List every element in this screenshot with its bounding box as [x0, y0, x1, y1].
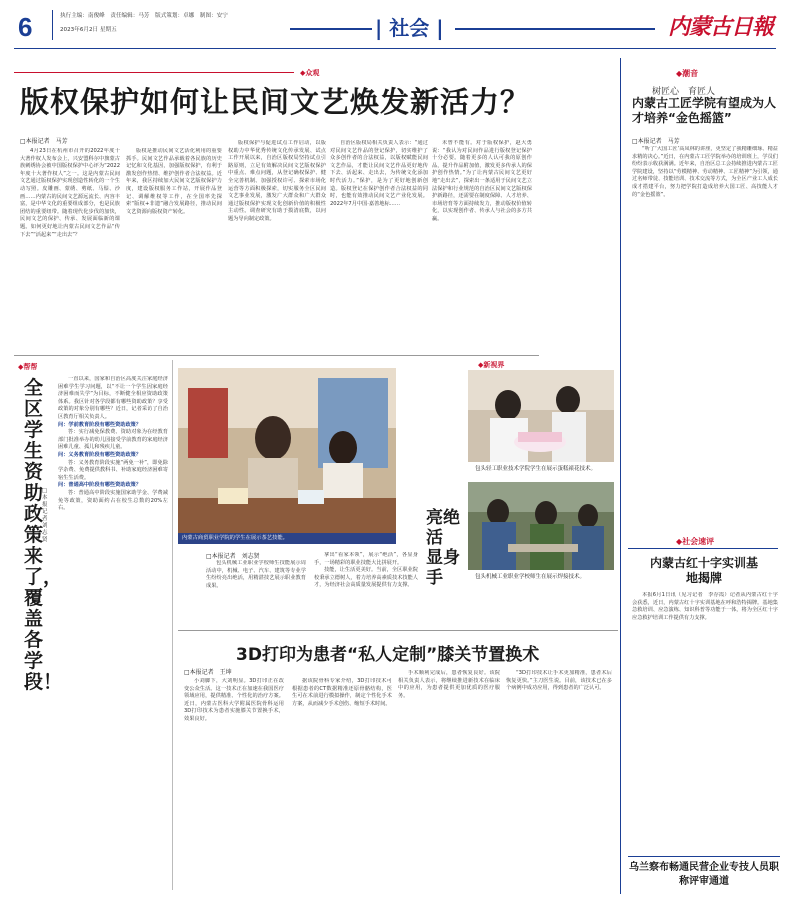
craftsman-headline: 内蒙古工匠学院有望成为人才培养“金色摇篮” — [632, 96, 777, 125]
lead-byline: □本报记者 马芳 — [20, 138, 68, 145]
help-a1: 答：实行减免保教费、资助对象为在经教育部门批准举办的幼儿园接受学前教育的家庭经济困难儿童、孤儿和残疾儿童。 — [58, 429, 168, 451]
lead-kicker — [300, 68, 319, 78]
help-byline: □本报记者 刘志贤 — [42, 488, 54, 543]
photo-headline: 亮绝活 显身手 — [426, 508, 460, 588]
lead-col-4-text: 自治区版权局相关负责人表示：“通过对民间文艺作品的登记保护，切实维护了众多创作者的合法权益，以版权赋能民间文艺作品，才能让民间文艺作品更好地传下去、活起来、走出去，为传统文化添加时代活力。”保护，是为了更好地创新创造。版权登记在保护创作者合法权益的同时，也能有效推动民间文艺产业化发展。2022年7月中国·嘉善地标…… — [330, 140, 428, 207]
printing-col-2-text: 据该院骨科专家介绍，3D打印技术可根据患者的CT数据精准还原骨骼结构，医生可在术前进行模拟操作，制定个性化手术方案，从而减少手术创伤、缩短手术时间。 — [292, 678, 392, 707]
help-kicker — [18, 362, 37, 372]
printing-col-2 — [292, 678, 392, 890]
diamond-kicker-icon: ◆ — [18, 363, 24, 371]
section-title — [375, 12, 444, 41]
printing-byline: □本报记者 王坤 — [184, 669, 232, 676]
photo-cake-image — [468, 370, 614, 462]
lead-kicker-rule — [14, 72, 294, 73]
masthead-divider — [52, 10, 53, 40]
red-cross-body-text: 本报6月1日讯（见习记者 李存霞）记者从内蒙古红十字会获悉，近日，内蒙古红十字实训基地在呼和浩特揭牌。基地集急救培训、应急演练、知识科普等功能于一体，将为全区红十字应急救护培训工作提供有力支撑。 — [632, 592, 778, 621]
diamond-kicker-icon: ◆ — [300, 69, 306, 77]
photo-cake-caption: 包头轻工职业技术学院学生在展示蛋糕裱花技术。 — [475, 466, 597, 472]
right-kicker-2 — [676, 536, 714, 547]
craftsman-byline: □本报记者 马芳 — [632, 138, 680, 145]
help-kicker-text: 帮帮 — [23, 363, 38, 371]
lead-col-3-text: 版权保护与促进试点工作启动，以版权助力中华优秀传统文化传承发展、试点工作开展以来，自治区版权局坚持试点引路原则，立足有效解决民间文艺版权保护中重点、难点问题，从登记确权保护、健全完善机制、加强授权许可、探索市场化运营等方面积极探索，切实服务全区民间文艺事业发展，激发广大群众和广大群众通过版权保护实现文化创新价值的积极性主动性。调查研究有助于摸清底数，以问题为导向制定政策。 — [228, 140, 326, 222]
red-cross-headline: 内蒙古红十字实训基地揭牌 — [649, 556, 758, 585]
diamond-kicker-icon: ◆ — [676, 537, 683, 546]
photo-byline: □本报记者 刘志贤 — [206, 553, 260, 560]
help-a2: 答：义务教育阶段实施“两免一补”，即免除学杂费、免费提供教科书、补助家庭经济困难寄宿生生活费。 — [58, 459, 168, 481]
right-kicker-1 — [676, 68, 698, 79]
photo-kicker-text: 新视界 — [483, 361, 505, 369]
photo-bottom-rule — [178, 630, 618, 631]
masthead-rule-left — [290, 28, 372, 30]
help-a3: 答：普通高中阶段实施国家助学金、学费减免等政策，资助面约占在校生总数的20%左右。 — [58, 489, 168, 512]
help-body — [58, 376, 168, 840]
issue-date: 2023年6月2日 星期五 — [60, 27, 117, 33]
help-q2: 问：义务教育阶段有哪些资助政策？ — [58, 451, 142, 458]
lead-headline: 版权保护如何让民间文艺焕发新活力？ — [20, 85, 531, 119]
printing-col-4 — [506, 670, 612, 890]
printing-col-3 — [398, 670, 500, 890]
help-intro: 一直以来，国家和自治区高度关注家庭经济困难学生学习问题，以“不让一个学生因家庭经济困难而失学”为目标，不断健全相应资助政策体系。我区针对各学段都有哪些资助政策？享受政策的对象分别有哪些？近日，记者采访了自治区教育厅相关负责人。 — [58, 376, 168, 420]
photo-text-2 — [314, 552, 418, 624]
lead-kicker-text: 众观 — [305, 69, 320, 77]
lead-col-5-text: 未曾不能有。对于版权保护，赵大勇说：“我认为对民间作品进行版权登记保护十分必要。随着更多的人认可我的原创作品，提升作品附加值，激发更多传承人的保护创作热情。”为了让内蒙古民间文艺更好地“走出去”，探索出一条适用于民间文艺立法保护和行业规范的自治区民间文艺版权保护新路径，还需要在制度保障、人才培养、市场培育等方面持续发力，推动版权价值转化，以实现创作者、传承人与社会的多方共赢。 — [432, 140, 532, 222]
diamond-kicker-icon: ◆ — [676, 69, 683, 78]
craftsman-subhead: 树匠心 育匠人 — [652, 87, 716, 97]
lead-col-5 — [432, 140, 532, 348]
help-headline: 全区学生资助政策来了，覆盖各学段！ — [24, 377, 63, 693]
help-divider — [172, 360, 173, 890]
lead-col-1 — [20, 148, 120, 348]
section-bar-icon: | — [375, 16, 390, 40]
paper-logo: 内蒙古日報 — [668, 14, 774, 40]
section-title-text: 社会 — [389, 16, 430, 40]
help-q1: 问：学前教育阶段有哪些资助政策？ — [58, 421, 142, 428]
footer-headline-box — [628, 856, 780, 893]
photo-tea-art-image — [178, 368, 396, 544]
section-bar-icon: | — [429, 16, 444, 40]
lead-col-4 — [330, 140, 428, 348]
right-column-divider — [620, 58, 621, 894]
photo-text-1 — [206, 560, 306, 624]
page-number: 6 — [18, 12, 33, 42]
help-q3: 问：普通高中阶段有哪些资助政策？ — [58, 482, 142, 489]
photo-text-3-p: 技能，让生活更美好。当前，全区职业院校秉承立德树人，着力培养高素质技术技能人才，为经济社会高质量发展提供有力支撑。 — [314, 567, 418, 589]
lead-col-2 — [126, 148, 222, 348]
craftsman-body-text: “听了‘大国工匠’高凤林的讲座，更坚定了我精雕细琢、精益求精的决心。”近日，在内蒙古工匠学院举办的培训班上，学员们纷纷表示收获满满。近年来，自治区总工会持续推进内蒙古工匠学院建设，坚持以“劳模精神、劳动精神、工匠精神”为引领，通过名师带徒、技能培训、技术交流等方式，为全区产业工人成长成才搭建平台，努力把学院打造成培养大国工匠、高技能人才的“金色摇篮”。 — [632, 146, 778, 198]
printing-col-1-text: 小刘脚下，大刘明显。3D打印正在改变公众生活。这一技术正在加速在我国医疗领域应用，提供精准、个性化的治疗方案。近日，内蒙古医科大学附属医院骨科运用3D打印技术为患者实施膝关节置换手术，效果良好。 — [184, 678, 284, 722]
lead-col-1-text: 4月23日在杭州市召开的2022年度十大著作权人发布会上，兴安盟科尔中旗蒙古族刺绣协会被中国版权保护中心评为“2022年度十大著作权人”之一。这是内蒙古民间文艺通过版权保护实现创造性转化的一个生动写照。皮雕画、蒙绣、剪纸、马鬃、沙画……内蒙古的民间文艺源远流长、内容丰富，是中华文化的重要组成部分，也是民族团结的重要纽带。随着现代化步伐的加快，民间文艺的保护、传承、发展面临新的课题。如何更好地让内蒙古民间文艺作品“传下去”“活起来”“走出去”？ — [20, 148, 120, 238]
right-kicker-1-text: 潮音 — [682, 69, 699, 78]
red-cross-body — [632, 592, 778, 848]
photo-kicker — [478, 360, 504, 370]
lead-col-2-text: 版权是推动民间文艺活化利用的重要抓手。民间文艺作品承载着各民族的历史记忆和文化基因，加强版权保护，有利于激发创作热情、维护创作者合法权益。近年来，我区持续加大民间文艺版权保护力度，建设版权服务工作站，开展作品登记、调解维权等工作，在全国率先探索“版权+非遗”融合发展路径，推动民间文艺资源向版权资产转化。 — [126, 148, 222, 215]
photo-tea-art — [178, 368, 396, 544]
diamond-kicker-icon: ◆ — [478, 361, 484, 369]
printing-col-4-text: “3D打印技术让手术更加精准，患者术后恢复更快。”主刀医生说。目前，该技术已在多个病例中成功应用，得到患者的广泛认可。 — [506, 670, 612, 692]
photo-text-2-p: 拿出“看家本领”，展示“绝活”，各显身手，一场精彩的职业技能大比拼展开。 — [314, 552, 418, 566]
craftsman-body — [632, 146, 778, 476]
lead-bottom-rule — [14, 355, 539, 356]
footer-headline: 乌兰察布畅通民营企业专技人员职称评审通道 — [629, 862, 779, 887]
printing-headline: 3D打印为患者“私人定制”膝关节置换术 — [236, 645, 540, 665]
printing-col-1 — [184, 678, 284, 890]
lead-col-3 — [228, 140, 326, 348]
photo-welding-caption: 包头机械工业职业学校师生在展示焊接技术。 — [475, 574, 586, 580]
right-kicker-2-rule — [628, 548, 778, 549]
masthead-rule-right — [455, 28, 655, 30]
printing-col-3-text: 手术顺利完成后，患者恢复良好。该院相关负责人表示，将继续推进新技术在临床中的应用，为患者提供更加优质的医疗服务。 — [398, 670, 500, 699]
photo-welding-image — [468, 482, 614, 570]
masthead — [0, 0, 790, 50]
photo-cake — [468, 370, 614, 462]
photo-tea-caption: 内蒙古商贸职业学院的学生在展示茶艺技能。 — [182, 535, 288, 541]
editors-line: 执行主编：南俊峰 责任编辑：马芳 版式策划：卓娜 制图：安宁 — [60, 13, 228, 19]
right-kicker-2-text: 社会速评 — [682, 537, 715, 546]
photo-text-1-p: 包头机械工业职业学校师生技能展示周活动中，机械、电子、汽车、建筑等专业学生纷纷亮出绝活，用精湛技艺展示职业教育成果。 — [206, 560, 306, 589]
masthead-bottom-rule — [14, 48, 776, 49]
photo-welding — [468, 482, 614, 570]
